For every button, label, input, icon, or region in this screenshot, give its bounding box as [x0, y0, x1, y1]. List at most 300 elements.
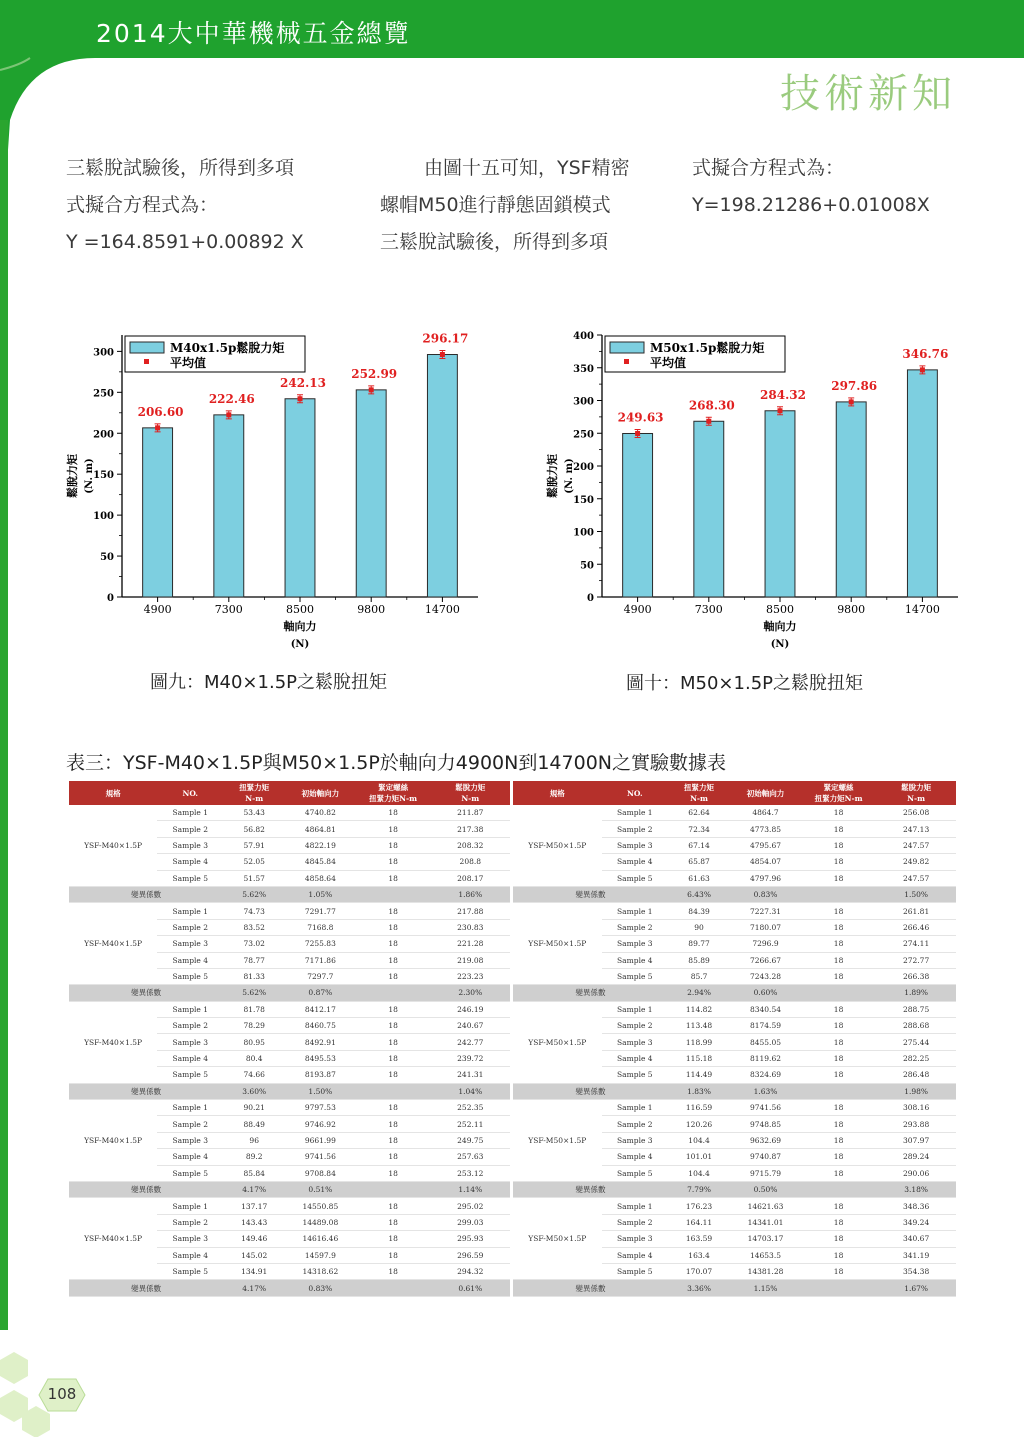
table-cell: 18 [356, 1247, 431, 1263]
table-cell: 275.44 [876, 1034, 956, 1050]
table-cell: 290.06 [876, 1165, 956, 1181]
table-cell: Sample 3 [602, 1132, 668, 1148]
mean-marker [155, 425, 160, 430]
cv-label: 變異係數 [69, 1181, 223, 1197]
table-cell: 208.8 [431, 854, 510, 870]
table-cell: 51.57 [223, 870, 285, 886]
table-cell: Sample 2 [157, 821, 223, 837]
cv-cell: 1.83% [668, 1083, 730, 1099]
text-column-1 [66, 150, 304, 261]
table-cell: Sample 4 [157, 952, 223, 968]
cv-cell [801, 985, 876, 1001]
table-cell: 84.39 [668, 903, 730, 919]
cv-row [513, 1083, 956, 1099]
table-cell: 289.24 [876, 1149, 956, 1165]
cv-cell: 3.60% [223, 1083, 285, 1099]
cv-cell: 7.79% [668, 1181, 730, 1197]
cv-cell [801, 1083, 876, 1099]
table-cell: 252.11 [431, 1116, 510, 1132]
cv-label: 變異係數 [69, 985, 223, 1001]
table-cell: 282.25 [876, 1050, 956, 1066]
table-cell: 18 [356, 968, 431, 984]
cv-label: 變異係數 [513, 886, 668, 902]
mean-marker [849, 399, 854, 404]
table-cell: Sample 1 [602, 1001, 668, 1017]
table-row [69, 1001, 510, 1017]
table-cell: 4797.96 [730, 870, 801, 886]
table-cell: 85.84 [223, 1165, 285, 1181]
cv-row [513, 886, 956, 902]
table-cell: 8495.53 [285, 1050, 356, 1066]
table-cell: 8174.59 [730, 1018, 801, 1034]
y-tick-label: 0 [587, 593, 594, 604]
cv-row [69, 886, 510, 902]
table-cell: 266.46 [876, 919, 956, 935]
table-cell: 211.87 [431, 805, 510, 821]
table-cell: 4864.81 [285, 821, 356, 837]
table-cell: 164.11 [668, 1214, 730, 1230]
table-cell: 14489.08 [285, 1214, 356, 1230]
table-cell: 72.34 [668, 821, 730, 837]
table-cell: 18 [801, 805, 876, 821]
table-cell: 118.99 [668, 1034, 730, 1050]
cv-cell: 3.18% [876, 1181, 956, 1197]
table-cell: 18 [356, 1198, 431, 1214]
table-cell: Sample 1 [157, 903, 223, 919]
cv-label: 變異係數 [513, 1181, 668, 1197]
section-label: 技術新知 [780, 71, 956, 117]
table-cell: 286.48 [876, 1067, 956, 1083]
cv-cell: 1.98% [876, 1083, 956, 1099]
table-cell: 221.28 [431, 936, 510, 952]
table-cell: 18 [801, 837, 876, 853]
table-cell: 53.43 [223, 805, 285, 821]
x-axis-title: 軸向力 [283, 620, 317, 633]
bar [694, 421, 724, 597]
chart-m40-loosening-torque [56, 325, 496, 655]
table-cell: 348.36 [876, 1198, 956, 1214]
table-cell: 80.95 [223, 1034, 285, 1050]
table-cell: 4795.67 [730, 837, 801, 853]
table-cell: Sample 5 [602, 1263, 668, 1279]
cv-cell [356, 1181, 431, 1197]
table-cell: 219.08 [431, 952, 510, 968]
table-cell: 81.78 [223, 1001, 285, 1017]
table-cell: 354.38 [876, 1263, 956, 1279]
table-cell: 8340.54 [730, 1001, 801, 1017]
table-cell: 4864.7 [730, 805, 801, 821]
table-cell: Sample 1 [157, 1001, 223, 1017]
table-cell: Sample 4 [602, 1149, 668, 1165]
table-header-cell: NO. [157, 781, 223, 805]
table-cell: 18 [801, 1018, 876, 1034]
table-cell: Sample 3 [157, 936, 223, 952]
cv-cell [356, 1280, 431, 1296]
table-cell: 7255.83 [285, 936, 356, 952]
table-cell: 247.13 [876, 821, 956, 837]
table-cell: 78.29 [223, 1018, 285, 1034]
table-cell: 288.75 [876, 1001, 956, 1017]
spec-cell: YSF-M50×1.5P [513, 805, 602, 886]
table-cell: 18 [356, 837, 431, 853]
table-cell: 7227.31 [730, 903, 801, 919]
data-label: 346.76 [902, 346, 949, 361]
spec-cell: YSF-M40×1.5P [69, 903, 157, 985]
y-tick-label: 250 [573, 429, 594, 441]
table-cell: 9632.69 [730, 1132, 801, 1148]
table-cell: 217.38 [431, 821, 510, 837]
cv-cell: 0.83% [285, 1280, 356, 1296]
table-cell: Sample 5 [157, 1067, 223, 1083]
table-cell: 18 [801, 821, 876, 837]
table-cell: 8324.69 [730, 1067, 801, 1083]
table-cell: Sample 5 [602, 1067, 668, 1083]
figure-10-caption: 圖十：M50×1.5P之鬆脫扭矩 [626, 673, 863, 694]
data-label: 284.32 [760, 387, 806, 402]
bar [356, 390, 386, 597]
x-tick-label: 9800 [357, 603, 386, 616]
cv-cell: 0.60% [730, 985, 801, 1001]
bar [623, 433, 653, 597]
table-cell: 18 [356, 870, 431, 886]
data-label: 268.30 [688, 398, 735, 413]
x-tick-label: 7300 [694, 603, 723, 616]
table-cell: 18 [801, 1263, 876, 1279]
mean-marker [920, 367, 925, 372]
text-column-3 [692, 150, 930, 224]
table-cell: 56.82 [223, 821, 285, 837]
table-cell: Sample 1 [602, 903, 668, 919]
table-cell: 247.57 [876, 870, 956, 886]
table-cell: Sample 5 [602, 968, 668, 984]
table-cell: 90.21 [223, 1100, 285, 1116]
table-cell: 101.01 [668, 1149, 730, 1165]
cv-row [69, 1181, 510, 1197]
table-cell: Sample 2 [157, 1214, 223, 1230]
table-cell: 249.75 [431, 1132, 510, 1148]
table-cell: 149.46 [223, 1231, 285, 1247]
legend-swatch-mean [144, 359, 149, 364]
table-cell: 249.82 [876, 854, 956, 870]
bar [836, 402, 866, 597]
table-cell: 163.59 [668, 1231, 730, 1247]
cv-label: 變異係數 [513, 1280, 668, 1296]
table-cell: 18 [801, 870, 876, 886]
table-row [513, 903, 956, 919]
table-cell: Sample 3 [157, 1034, 223, 1050]
table-cell: 14341.01 [730, 1214, 801, 1230]
legend-label-mean: 平均值 [650, 356, 687, 370]
table-cell: 137.17 [223, 1198, 285, 1214]
spec-cell: YSF-M40×1.5P [69, 1001, 157, 1083]
spec-cell: YSF-M40×1.5P [69, 1198, 157, 1280]
table-cell: 81.33 [223, 968, 285, 984]
table-cell: 18 [801, 1116, 876, 1132]
legend-label-bar: M40x1.5p鬆脫力矩 [170, 341, 285, 355]
x-tick-label: 8500 [286, 603, 314, 616]
y-axis-unit: (N. m) [564, 458, 575, 494]
table-cell: 176.23 [668, 1198, 730, 1214]
table-cell: 18 [356, 1116, 431, 1132]
spec-cell: YSF-M40×1.5P [69, 1100, 157, 1182]
cv-cell [356, 1083, 431, 1099]
table-cell: 120.26 [668, 1116, 730, 1132]
table-cell: 241.31 [431, 1067, 510, 1083]
cv-cell: 4.17% [223, 1280, 285, 1296]
table-cell: 272.77 [876, 952, 956, 968]
table-cell: 104.4 [668, 1132, 730, 1148]
table-cell: Sample 1 [157, 805, 223, 821]
legend-swatch-bar [130, 342, 164, 353]
table-cell: 65.87 [668, 854, 730, 870]
page-corner-decoration [0, 1300, 100, 1437]
table-cell: 163.4 [668, 1247, 730, 1263]
table-cell: 18 [801, 1165, 876, 1181]
table-cell: Sample 4 [602, 854, 668, 870]
data-label: 242.13 [280, 375, 326, 390]
table-cell: Sample 3 [602, 936, 668, 952]
bar [427, 355, 457, 597]
table-cell: Sample 5 [602, 870, 668, 886]
table-cell: 18 [801, 919, 876, 935]
table-cell: 4740.82 [285, 805, 356, 821]
header-corner-curve [0, 40, 95, 150]
cv-cell: 1.04% [431, 1083, 510, 1099]
table-cell: 288.68 [876, 1018, 956, 1034]
data-label: 296.17 [422, 331, 469, 346]
table-cell: 14703.17 [730, 1231, 801, 1247]
table-cell: 116.59 [668, 1100, 730, 1116]
table-cell: 7291.77 [285, 903, 356, 919]
table-cell: Sample 1 [602, 1198, 668, 1214]
y-axis-title: 鬆脫力矩 [546, 454, 559, 498]
table-cell: 18 [356, 821, 431, 837]
table-cell: 18 [356, 1214, 431, 1230]
table-row [69, 1198, 510, 1214]
table-cell: Sample 4 [602, 1247, 668, 1263]
table-cell: 307.97 [876, 1132, 956, 1148]
table-cell: 242.77 [431, 1034, 510, 1050]
x-tick-label: 4900 [623, 603, 652, 616]
table-cell: 4773.85 [730, 821, 801, 837]
table-cell: 18 [356, 919, 431, 935]
table-cell: 14318.62 [285, 1263, 356, 1279]
table-cell: 57.91 [223, 837, 285, 853]
table-cell: Sample 5 [157, 870, 223, 886]
table-cell: 18 [801, 1149, 876, 1165]
table-cell: 8412.17 [285, 1001, 356, 1017]
cv-row [69, 1280, 510, 1296]
page-number: 108 [47, 1385, 77, 1403]
table-cell: 114.82 [668, 1001, 730, 1017]
y-tick-label: 100 [93, 511, 114, 523]
cv-cell: 1.67% [876, 1280, 956, 1296]
equation-m50: Y=198.21286+0.01008X [692, 194, 930, 216]
cv-cell [356, 886, 431, 902]
table-cell: 295.93 [431, 1231, 510, 1247]
table-cell: 18 [356, 1165, 431, 1181]
table-cell: 18 [801, 1067, 876, 1083]
table-cell: Sample 4 [157, 854, 223, 870]
cv-row [513, 1280, 956, 1296]
spec-cell: YSF-M50×1.5P [513, 903, 602, 985]
table-cell: 7296.9 [730, 936, 801, 952]
table-cell: 9741.56 [285, 1149, 356, 1165]
table-cell: 18 [801, 1214, 876, 1230]
table-cell: 7297.7 [285, 968, 356, 984]
table-cell: 9661.99 [285, 1132, 356, 1148]
text-column-2 [380, 150, 630, 261]
table-cell: 18 [801, 903, 876, 919]
x-tick-label: 14700 [904, 603, 940, 616]
cv-cell: 5.62% [223, 985, 285, 1001]
chart-m50-loosening-torque [536, 325, 976, 655]
table-cell: 340.67 [876, 1231, 956, 1247]
table-header-cell: 初始軸向力 [730, 781, 801, 805]
cv-cell: 0.51% [285, 1181, 356, 1197]
mean-marker [440, 352, 445, 357]
text-line: 式擬合方程式為： [692, 157, 845, 179]
data-label: 222.46 [208, 391, 255, 406]
side-bar [0, 120, 8, 1330]
table-cell: Sample 4 [157, 1050, 223, 1066]
cv-row [513, 1181, 956, 1197]
cv-cell: 2.30% [431, 985, 510, 1001]
y-tick-label: 100 [573, 527, 594, 539]
mean-marker [298, 396, 303, 401]
table-cell: 246.19 [431, 1001, 510, 1017]
table-cell: 14381.28 [730, 1263, 801, 1279]
spec-cell: YSF-M50×1.5P [513, 1198, 602, 1280]
y-tick-label: 200 [93, 429, 114, 441]
bar [214, 415, 244, 597]
x-axis-title: 軸向力 [763, 620, 797, 633]
table-cell: 8119.62 [730, 1050, 801, 1066]
y-tick-label: 150 [573, 494, 594, 506]
table-cell: Sample 4 [157, 1247, 223, 1263]
table-row [513, 1198, 956, 1214]
table-cell: 80.4 [223, 1050, 285, 1066]
table-row [69, 805, 510, 821]
table-cell: 96 [223, 1132, 285, 1148]
publication-title: 2014大中華機械五金總覽 [96, 19, 411, 48]
table-title: 表三：YSF-M40×1.5P與M50×1.5P於軸向力4900N到14700N之實驗數據表 [66, 752, 727, 774]
bar [765, 411, 795, 597]
cv-row [513, 985, 956, 1001]
table-cell: Sample 3 [157, 1231, 223, 1247]
y-axis-unit: (N. m) [84, 458, 95, 494]
table-cell: Sample 2 [602, 1214, 668, 1230]
cv-row [69, 1083, 510, 1099]
table-header-cell: 規格 [513, 781, 602, 805]
table-cell: 18 [801, 936, 876, 952]
table-cell: 18 [356, 805, 431, 821]
table-cell: 18 [801, 952, 876, 968]
cv-cell: 1.50% [285, 1083, 356, 1099]
table-cell: 247.57 [876, 837, 956, 853]
y-tick-label: 50 [100, 552, 114, 564]
table-header-cell: 鬆脫力矩 N-m [876, 781, 956, 805]
cv-cell [356, 985, 431, 1001]
table-cell: 61.63 [668, 870, 730, 886]
cv-cell: 1.50% [876, 886, 956, 902]
table-cell: 7243.28 [730, 968, 801, 984]
table-cell: 62.64 [668, 805, 730, 821]
table-row [513, 1100, 956, 1116]
table-cell: 308.16 [876, 1100, 956, 1116]
table-cell: 217.88 [431, 903, 510, 919]
table-cell: Sample 4 [602, 1050, 668, 1066]
x-tick-label: 4900 [143, 603, 172, 616]
table-cell: 9746.92 [285, 1116, 356, 1132]
table-cell: Sample 4 [602, 952, 668, 968]
legend-swatch-mean [624, 359, 629, 364]
table-cell: Sample 3 [602, 1034, 668, 1050]
table-header-cell: 緊定螺絲 扭緊力矩N-m [801, 781, 876, 805]
cv-label: 變異係數 [69, 886, 223, 902]
text-line: 式擬合方程式為： [66, 194, 219, 216]
bar [907, 370, 937, 597]
table-cell: 74.66 [223, 1067, 285, 1083]
table-cell: 18 [356, 1132, 431, 1148]
table-cell: 18 [356, 952, 431, 968]
data-table-m40 [69, 781, 510, 1297]
table-cell: 7168.8 [285, 919, 356, 935]
y-tick-label: 400 [573, 331, 594, 342]
table-cell: 8455.05 [730, 1034, 801, 1050]
y-tick-label: 200 [573, 462, 594, 473]
table-cell: 73.02 [223, 936, 285, 952]
y-tick-label: 150 [93, 470, 114, 482]
mean-marker [778, 408, 783, 413]
x-tick-label: 9800 [837, 603, 866, 616]
cv-cell: 2.94% [668, 985, 730, 1001]
cv-label: 變異係數 [69, 1083, 223, 1099]
table-cell: 18 [801, 1198, 876, 1214]
table-cell: 89.2 [223, 1149, 285, 1165]
y-tick-label: 300 [573, 396, 594, 408]
table-cell: 9740.87 [730, 1149, 801, 1165]
table-cell: 18 [356, 1018, 431, 1034]
table-cell: Sample 2 [157, 1018, 223, 1034]
cv-cell: 1.05% [285, 886, 356, 902]
cv-cell: 0.87% [285, 985, 356, 1001]
cv-cell: 0.83% [730, 886, 801, 902]
table-header-cell: 初始軸向力 [285, 781, 356, 805]
spec-cell: YSF-M40×1.5P [69, 805, 157, 886]
table-cell: 18 [801, 1247, 876, 1263]
table-cell: 9797.53 [285, 1100, 356, 1116]
table-cell: 208.17 [431, 870, 510, 886]
table-cell: Sample 1 [157, 1100, 223, 1116]
table-cell: 8460.75 [285, 1018, 356, 1034]
mean-marker [369, 387, 374, 392]
table-header-cell: 扭緊力矩 N-m [223, 781, 285, 805]
table-cell: 115.18 [668, 1050, 730, 1066]
text-line: 螺帽M50進行靜態固鎖模式 [380, 194, 611, 216]
legend-swatch-bar [610, 342, 644, 353]
table-cell: 14653.5 [730, 1247, 801, 1263]
y-tick-label: 350 [573, 363, 594, 375]
table-cell: 223.23 [431, 968, 510, 984]
cv-cell: 1.14% [431, 1181, 510, 1197]
table-row [513, 805, 956, 821]
table-cell: 89.77 [668, 936, 730, 952]
x-tick-label: 8500 [766, 603, 794, 616]
table-cell: 9715.79 [730, 1165, 801, 1181]
data-label: 206.60 [137, 404, 184, 419]
cv-cell: 3.36% [668, 1280, 730, 1296]
